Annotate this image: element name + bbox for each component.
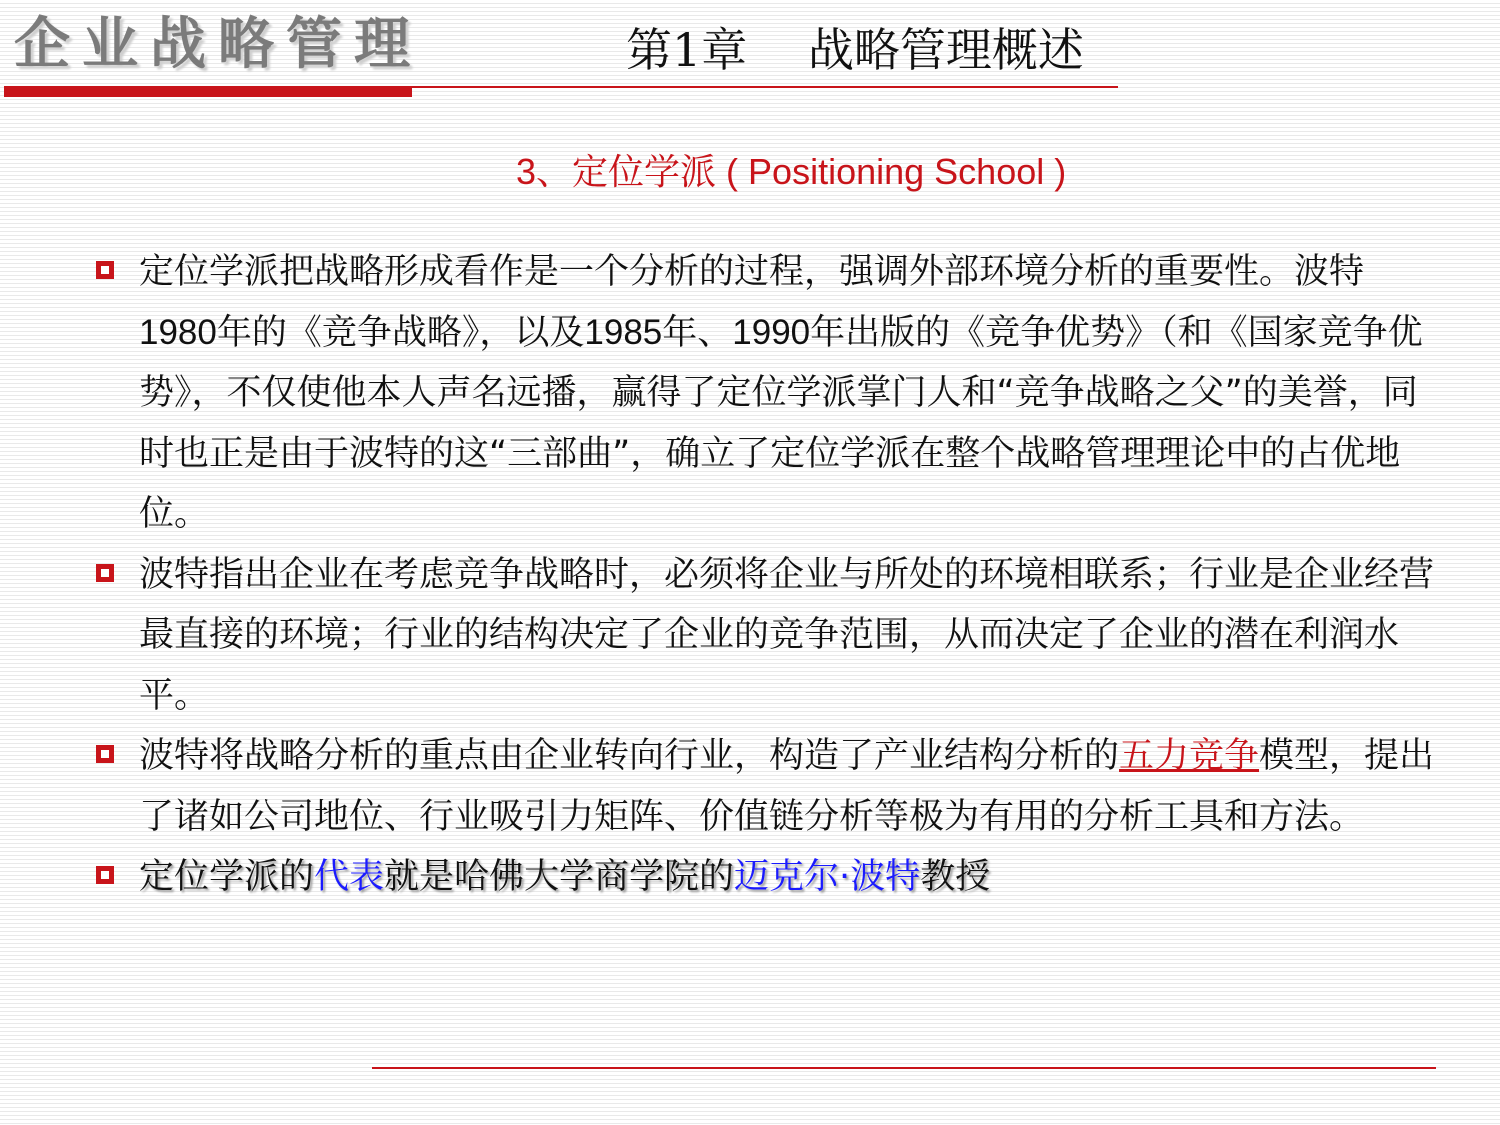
bullet-1-text-d: 年出版的《竞争优势》（和《国家竞争优势》，不仅使他本人声名远播，赢得了定位学派掌门人和“竞争战略之父”的美誉，同时也正是由于波特的这“三部曲”，确立了定位学派在整个战略管理理论中的占优地位。 [139,312,1423,534]
bullet-representative [96,847,1436,908]
bullet-positioning-overview [96,242,1436,545]
bullet-1-year-1990: 1990 [732,312,811,352]
five-forces-link[interactable]: 五力竞争 [1119,736,1260,776]
bullet-2-text: 波特指出企业在考虑竞争战略时，必须将企业与所处的环境相联系；行业是企业经营最直接的环境；行业的结构决定了企业的竞争范围，从而决定了企业的潜在利润水平。 [139,554,1435,716]
square-bullet-icon [96,866,114,884]
header-rule-thick [4,87,412,97]
square-bullet-icon [96,261,114,279]
section-subtitle [516,148,1066,197]
bullet-3-text-before: 波特将战略分析的重点由企业转向行业，构造了产业结构分析的 [139,736,1120,776]
bullet-4-text-b: 就是哈佛大学商学院的 [384,857,735,897]
bullet-industry-environment [96,545,1436,727]
bullet-3-text-after: 模型，提出了诸如公司地位、行业吸引力矩阵、价值链分析等极为有用的分析工具和方法。 [139,736,1435,837]
bullet-1-text-a: 定位学派把战略形成看作是一个分析的过程，强调外部环境分析的重要性。波特 [139,252,1365,292]
bullet-4-text-a: 定位学派的 [139,857,315,897]
bullet-4-michael-porter: 迈克尔·波特 [734,857,921,897]
square-bullet-icon [96,745,114,763]
bullet-list [96,242,1436,908]
bullet-4-representative: 代表 [314,857,385,897]
subtitle-number: 3、 [516,151,573,192]
bullet-1-text-c: 年、 [662,312,733,353]
chapter-title: 第1章 战略管理概述 [626,23,1084,77]
bullet-4-text-c: 教授 [920,857,991,897]
subtitle-zh: 定位学派 [572,152,717,193]
footer-rule [372,1067,1436,1069]
bullet-1-year-1985: 1985 [584,312,663,352]
subtitle-en: ( Positioning School ) [716,151,1067,192]
bullet-1-text-b: 年的《竞争战略》，以及 [216,312,585,353]
square-bullet-icon [96,564,114,582]
brand-logo-text: 企业战略管理 [14,11,422,77]
bullet-1-year-1980: 1980 [139,312,217,352]
bullet-five-forces [96,726,1436,847]
